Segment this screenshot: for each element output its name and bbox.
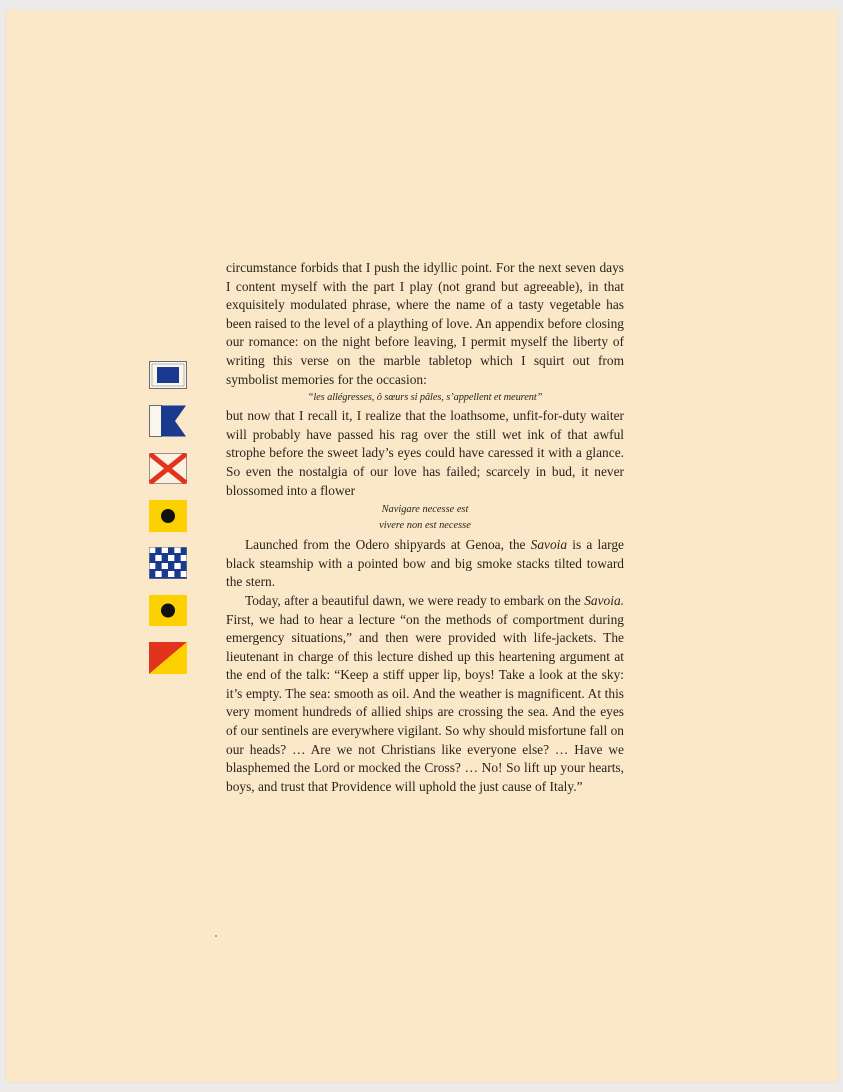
signal-flag-s-icon bbox=[149, 361, 187, 389]
savoia-text-before: Launched from the Odero shipyards at Genoa, the bbox=[245, 537, 531, 553]
signal-flag-n-icon bbox=[149, 547, 187, 579]
signal-flag-i-icon bbox=[149, 500, 187, 532]
motto bbox=[226, 502, 624, 533]
lecture-text-before: Today, after a beautiful dawn, we were ready to embark on the bbox=[245, 592, 585, 608]
signal-flag-v-icon bbox=[149, 453, 187, 484]
motto-line-2: vivere non est necesse bbox=[379, 519, 471, 531]
savoia-text-after: is a large black steamship with a pointed bow and big smoke stacks tilted toward the stern. bbox=[226, 537, 624, 590]
motto-line-1: Navigare necesse est bbox=[381, 504, 469, 516]
ship-name: Savoia bbox=[530, 537, 568, 553]
lecture-text-after: First, we had to hear a lecture “on the methods of comportment during emergency situations,” and then were provided with life-jackets. The lieutenant in charge of this lecture dished up this heartening argument at the end of the talk: “Keep a stiff upper lip, boys! Take a look at the sky: it’s empty. The sea: smooth as oil. And the weather is magnificent. At this very moment hundreds of allied ships are crossing the sea. And the eyes of our sentinels are everywhere vigilant. So why should misfortune fall on our heads? … Are we not Christians like everyone else? … Have we blasphemed the Lord or mocked the Cross? … No! So lift up your hearts, boys, and trust that Providence will uphold the just cause of Italy.” bbox=[226, 611, 624, 794]
ship-name: Savoia. bbox=[584, 592, 624, 608]
signal-flag-o-icon bbox=[149, 642, 187, 674]
signal-flag-a-icon bbox=[149, 405, 187, 437]
paragraph-romance: circumstance forbids that I push the idyllic point. For the next seven days I content myself with the part I play (not grand but agreeable), in that exquisitely modulated phrase, where the name of a tasty vegetable has been raised to the level of a plaything of love. An appendix before closing our romance: on the night before leaving, I permit myself the liberty of writing this verse on the marble tabletop which I squirt out from symbolist memories for the occasion: bbox=[226, 260, 624, 387]
verse-quote: “les allégresses, ô sœurs si pâles, s’appellent et meurent” bbox=[307, 392, 543, 404]
body-text bbox=[226, 259, 624, 796]
paper-speck bbox=[215, 935, 217, 937]
paragraph-waiter: but now that I recall it, I realize that the loathsome, unfit-for-duty waiter will probably have passed his rag over the still wet ink of that awful strophe before the sweet lady’s eyes could have caressed it with a glance. So even the nostalgia of our love has failed; scarcely in bud, it never blossomed into a flower bbox=[226, 408, 624, 498]
paragraph-lecture bbox=[226, 592, 624, 797]
signal-flag-i-icon bbox=[149, 595, 187, 626]
paragraph-savoia bbox=[226, 536, 624, 592]
